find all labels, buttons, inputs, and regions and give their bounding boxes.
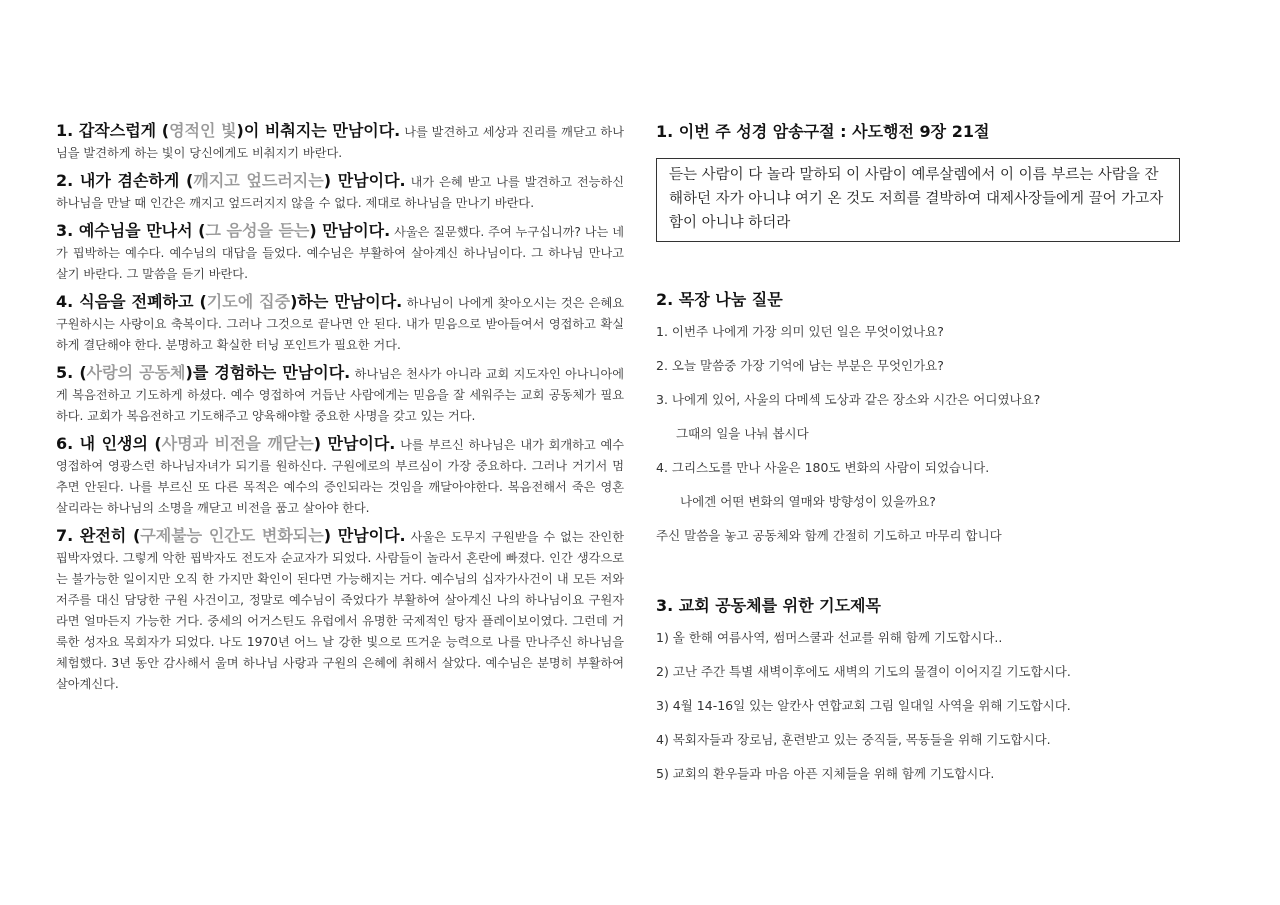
question-2: 2. 오늘 말씀중 가장 기억에 남는 부분은 무엇인가요? <box>656 358 944 373</box>
memory-verse-box: 듣는 사람이 다 놀라 말하되 이 사람이 예루살렘에서 이 이름 부르는 사람을 잔해하던 자가 아니냐 여기 온 것도 저희를 결박하여 대제사장들에게 끌어 가고자 함이 아니냐 하더라 <box>656 158 1180 242</box>
heading-highlight: 기도에 집중 <box>206 292 291 311</box>
encounter-item-2 <box>56 170 624 214</box>
question-3-followup: 그때의 일을 나눠 봅시다 <box>676 426 809 441</box>
heading-highlight: 구제불능 인간도 변화되는 <box>140 526 324 545</box>
question-1: 1. 이번주 나에게 가장 의미 있던 일은 무엇이었나요? <box>656 324 944 339</box>
item-number: 3. <box>56 221 74 240</box>
heading-pre: 내 인생의 ( <box>79 434 162 453</box>
item-body: 나를 발견하고 세상과 진리를 깨닫고 하나님을 발견하게 하는 빛이 당신에게도 비춰지기 바란다. <box>56 125 624 160</box>
encounter-item-5 <box>56 362 624 427</box>
heading-pre: 완전히 ( <box>79 526 141 545</box>
item-body: 사울은 질문했다. 주여 누구십니까? 나는 네가 핍박하는 예수다. 예수님의 대답을 들었다. 예수님은 부활하여 살아계신 하나님이다. 그 하나님 만나고 살기 바란다. 그 말씀을 듣기 바란다. <box>56 225 624 281</box>
item-heading <box>56 171 406 190</box>
heading-pre: 내가 겸손하게 ( <box>79 171 194 190</box>
encounter-item-3 <box>56 220 624 285</box>
item-heading <box>56 221 390 240</box>
memory-verse-title: 1. 이번 주 성경 암송구절 : 사도행전 9장 21절 <box>656 122 990 141</box>
item-number: 6. <box>56 434 74 453</box>
heading-highlight: 사명과 비전을 깨닫는 <box>161 434 314 453</box>
item-number: 4. <box>56 292 74 311</box>
heading-pre: 예수님을 만나서 ( <box>78 221 206 240</box>
encounter-item-4 <box>56 291 624 356</box>
prayer-topic-5: 5) 교회의 환우들과 마음 아픈 지체들을 위해 함께 기도합시다. <box>656 766 995 781</box>
item-number: 1. <box>56 121 74 140</box>
heading-post: )를 경험하는 만남이다. <box>185 363 351 382</box>
heading-pre: 갑작스럽게 ( <box>78 121 170 140</box>
item-number: 7. <box>56 526 74 545</box>
question-3: 3. 나에게 있어, 사울의 다메섹 도상과 같은 장소와 시간은 어디였나요? <box>656 392 1041 407</box>
item-number: 5. <box>56 363 74 382</box>
heading-post: ) 만남이다. <box>313 434 396 453</box>
heading-highlight: 깨지고 엎드러지는 <box>193 171 324 190</box>
item-heading <box>56 121 400 140</box>
item-heading <box>56 526 406 545</box>
heading-pre: ( <box>79 363 87 382</box>
heading-post: )하는 만남이다. <box>290 292 403 311</box>
left-column <box>56 120 624 701</box>
item-number: 2. <box>56 171 74 190</box>
prayer-topic-3: 3) 4월 14-16일 있는 알칸사 연합교회 그림 일대일 사역을 위해 기도합시다. <box>656 698 1071 713</box>
item-body: 내가 은혜 받고 나를 발견하고 전능하신 하나님을 만날 때 인간은 깨지고 엎드러지지 않을 수 없다. 제대로 하나님을 만나기 바란다. <box>56 175 624 210</box>
heading-post: )이 비춰지는 만남이다. <box>236 121 401 140</box>
item-body: 사울은 도무지 구원받을 수 없는 잔인한 핍박자였다. 그렇게 악한 핍박자도 전도자 순교자가 되었다. 사람들이 놀라서 혼란에 빠졌다. 인간 생각으로는 불가능한 일이지만 오직 한 가지만 확인이 된다면 가능해지는 거다. 예수님의 십자가사건이 내 모든 저와 저주를 대신 담당한 구원 사건이고, 정말로 예수님이 죽었다가 부활하여 살아계신 나의 하나님이요 구원자라면 얼마든지 가능한 거다. 중세의 어거스틴도 유럽에서 유명한 국제적인 탕자 플레이보이였다. 그런데 거룩한 성자요 목회자가 되었다. 나도 1970년 어느 날 강한 빛으로 뜨거운 능력으로 나를 만나주신 하나님을 체험했다. 3년 동안 감사해서 울며 하나님 사랑과 구원의 은혜에 취해서 살았다. 예수님은 분명히 부활하여 살아계신다. <box>56 530 624 691</box>
heading-highlight: 사랑의 공동체 <box>86 363 186 382</box>
heading-post: ) 만남이다. <box>323 526 406 545</box>
item-body: 나를 부르신 하나님은 내가 회개하고 예수 영접하여 영광스런 하나님자녀가 되기를 원하신다. 구원에로의 부르심이 가장 중요하다. 그러나 거기서 멈추면 안된다. 나를 부르신 또 다른 목적은 예수의 증인되라는 것임을 깨달아야한다. 복음전해서 죽은 영혼 살리라는 하나님의 소명을 깨닫고 비전을 품고 살아야 한다. <box>56 438 625 515</box>
prayer-topics-title: 3. 교회 공동체를 위한 기도제목 <box>656 596 881 615</box>
encounter-item-1 <box>56 120 624 164</box>
item-heading <box>56 434 395 453</box>
encounter-item-7 <box>56 525 624 695</box>
heading-post: ) 만남이다. <box>309 221 391 240</box>
item-body: 하나님이 나에게 찾아오시는 것은 은혜요 구원하시는 사랑이요 축복이다. 그러나 그것으로 끝나면 안 된다. 내가 믿음으로 받아들여서 영접하고 확실하게 결단해야 한다. 분명하고 확실한 터닝 포인트가 필요한 거다. <box>56 296 625 352</box>
heading-highlight: 영적인 빛 <box>169 121 237 140</box>
sharing-questions-title: 2. 목장 나눔 질문 <box>656 290 783 309</box>
prayer-topic-2: 2) 고난 주간 특별 새벽이후에도 새벽의 기도의 물결이 이어지길 기도합시다. <box>656 664 1071 679</box>
prayer-topic-1: 1) 올 한해 여름사역, 썸머스쿨과 선교를 위해 함께 기도합시다.. <box>656 630 1003 645</box>
question-4: 4. 그리스도를 만나 사울은 180도 변화의 사람이 되었습니다. <box>656 460 990 475</box>
heading-pre: 식음을 전폐하고 ( <box>79 292 207 311</box>
closing-instruction: 주신 말씀을 놓고 공동체와 함께 간절히 기도하고 마무리 합니다 <box>656 528 1002 543</box>
item-heading <box>56 363 350 382</box>
item-heading <box>56 292 402 311</box>
heading-highlight: 그 음성을 듣는 <box>205 221 310 240</box>
prayer-topic-4: 4) 목회자들과 장로님, 훈련받고 있는 중직들, 목동들을 위해 기도합시다. <box>656 732 1051 747</box>
right-column <box>656 120 1204 784</box>
question-4-followup: 나에겐 어떤 변화의 열매와 방향성이 있을까요? <box>680 494 936 509</box>
encounter-item-6 <box>56 433 624 519</box>
heading-post: ) 만남이다. <box>323 171 406 190</box>
item-body: 하나님은 천사가 아니라 교회 지도자인 아나니아에게 복음전하고 기도하게 하셨다. 예수 영접하여 거듭난 사람에게는 믿음을 잘 세워주는 교회 공동체가 필요하다. 교회가 복음전하고 기도해주고 양육해야할 중요한 사명을 갖고 있는 거다. <box>56 367 625 423</box>
